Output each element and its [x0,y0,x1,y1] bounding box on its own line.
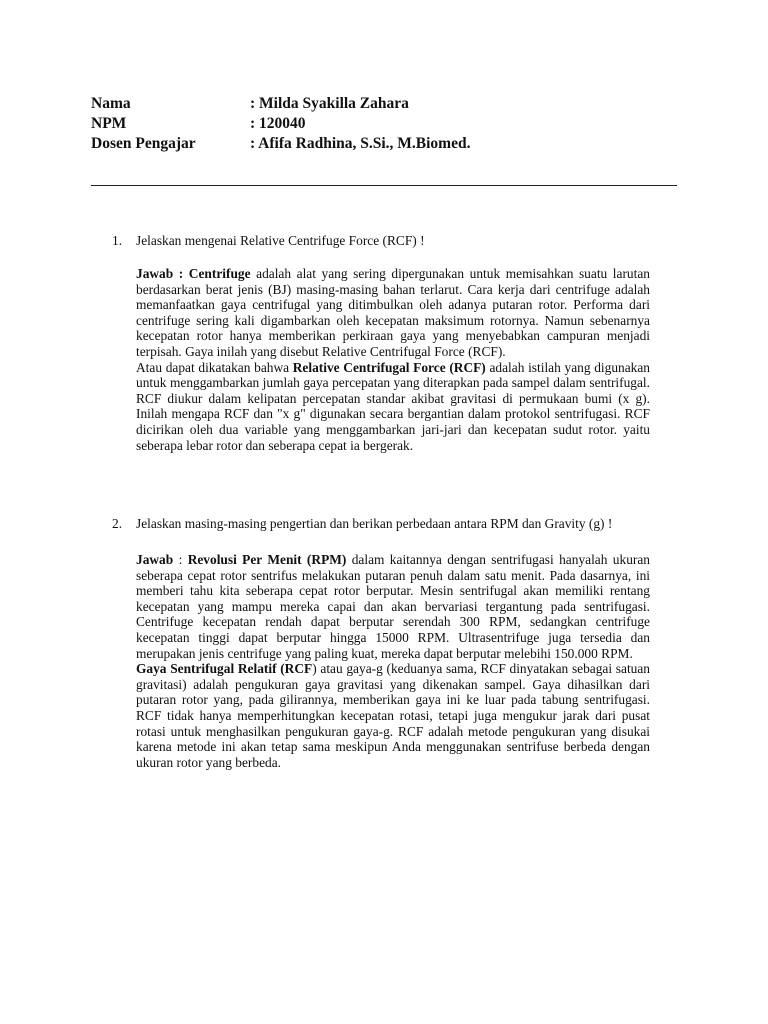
answer-text: adalah alat yang sering dipergunakan untuk memisahkan suatu larutan berdasarkan berat jenis (BJ) masing-masing bahan terlarut. Cara kerja dari centrifuge adalah memanfaatkan gaya centrifugal yang ditimbulkan oleh adanya putaran rotor. Performa dari centrifuge sering kali digambarkan oleh kecepatan maksimum rotornya. Namun sebenarnya kecepatan rotor hanya memberikan perkiraan gaya yang menyebabkan campuran menjadi terpisah. Gaya inilah yang disebut Relative Centrifugal Force (RCF). [136,266,650,359]
question-number: 2. [112,516,123,531]
answer-text: dalam kaitannya dengan sentrifugasi hanyalah ukuran seberapa cepat rotor sentrifus melakukan putaran penuh dalam satu menit. Pada dasarnya, ini memberi tahu kita seberapa cepat rotor berputar. Mesin sentrifugal akan memiliki rentang kecepatan yang mampu mereka capai dan akan bervariasi tergantung pada sentrifugasi. Centrifuge kecepatan rendah dapat berputar serendah 300 RPM, sedangkan centrifuge kecepatan tinggi dapat berputar hingga 15000 RPM. Ultrasentrifuge juga tersedia dan merupakan jenis centrifuge yang paling kuat, mereka dapat berputar melebihi 150.000 RPM. [136,552,650,661]
answer-text: adalah istilah yang digunakan untuk menggambarkan jumlah gaya percepatan yang diterapkan pada sampel dalam sentrifugal. RCF diukur dalam kelipatan percepatan standar akibat gravitasi di permukaan bumi (x g). Inilah mengapa RCF dan "x g" digunakan secara bergantian dalam protokol sentrifugasi. RCF dicirikan oleh dua variable yang menggambarkan jari-jari dan kecepatan sudut rotor. yaitu seberapa lebar rotor dan seberapa cepat ia bergerak. [136,359,650,453]
answer-2-paragraph-1 [136,552,650,661]
header-divider [91,185,677,186]
header-row-dosen [91,134,470,154]
identity-header [91,94,470,154]
question-number: 1. [112,233,123,248]
answer-text: ) atau gaya-g (keduanya sama, RCF dinyatakan sebagai satuan gravitasi) adalah pengukuran gaya gravitasi yang dikenakan sampel. Gaya dihasilkan dari putaran rotor yang, pada gilirannya, memberikan gaya ini ke luar pada tabung sentrifugasi. RCF tidak hanya memperhitungkan kecepatan rotasi, tetapi juga mengukur jarak dari pusat rotasi untuk menghasilkan pengukuran gaya-g. RCF adalah metode pengukuran yang disukai karena metode ini akan tetap sama meskipun Anda menggunakan sentrifuse berbeda dengan ukuran rotor yang berbeda. [136,661,651,770]
header-row-nama [91,94,470,114]
question-1 [112,233,652,249]
question-text: Jelaskan masing-masing pengertian dan berikan perbedaan antara RPM dan Gravity (g) ! [136,516,613,531]
question-2 [112,516,652,532]
header-label: NPM [91,115,127,132]
answer-2 [136,552,650,770]
answer-separator: : [173,552,188,567]
header-label: Nama [91,95,131,112]
answer-2-paragraph-2 [136,661,650,770]
answer-prefix: Jawab [136,552,174,567]
answer-term: Revolusi Per Menit (RPM) [187,552,347,567]
header-label: Dosen Pengajar [91,135,196,152]
header-row-npm [91,114,470,134]
answer-text: Atau dapat dikatakan bahwa [136,359,293,375]
answer-1 [136,266,650,453]
answer-prefix: Jawab : Centrifuge [136,266,251,281]
answer-1-paragraph-2 [136,360,650,454]
answer-term: Relative Centrifugal Force (RCF) [292,359,486,375]
header-value: : Afifa Radhina, S.Si., M.Biomed. [250,135,471,152]
header-value: : 120040 [250,115,306,132]
answer-term: Gaya Sentrifugal Relatif (RCF [136,661,313,677]
question-text: Jelaskan mengenai Relative Centrifuge Force (RCF) ! [136,233,425,248]
header-value: : Milda Syakilla Zahara [250,95,409,112]
answer-1-paragraph-1 [136,266,650,360]
